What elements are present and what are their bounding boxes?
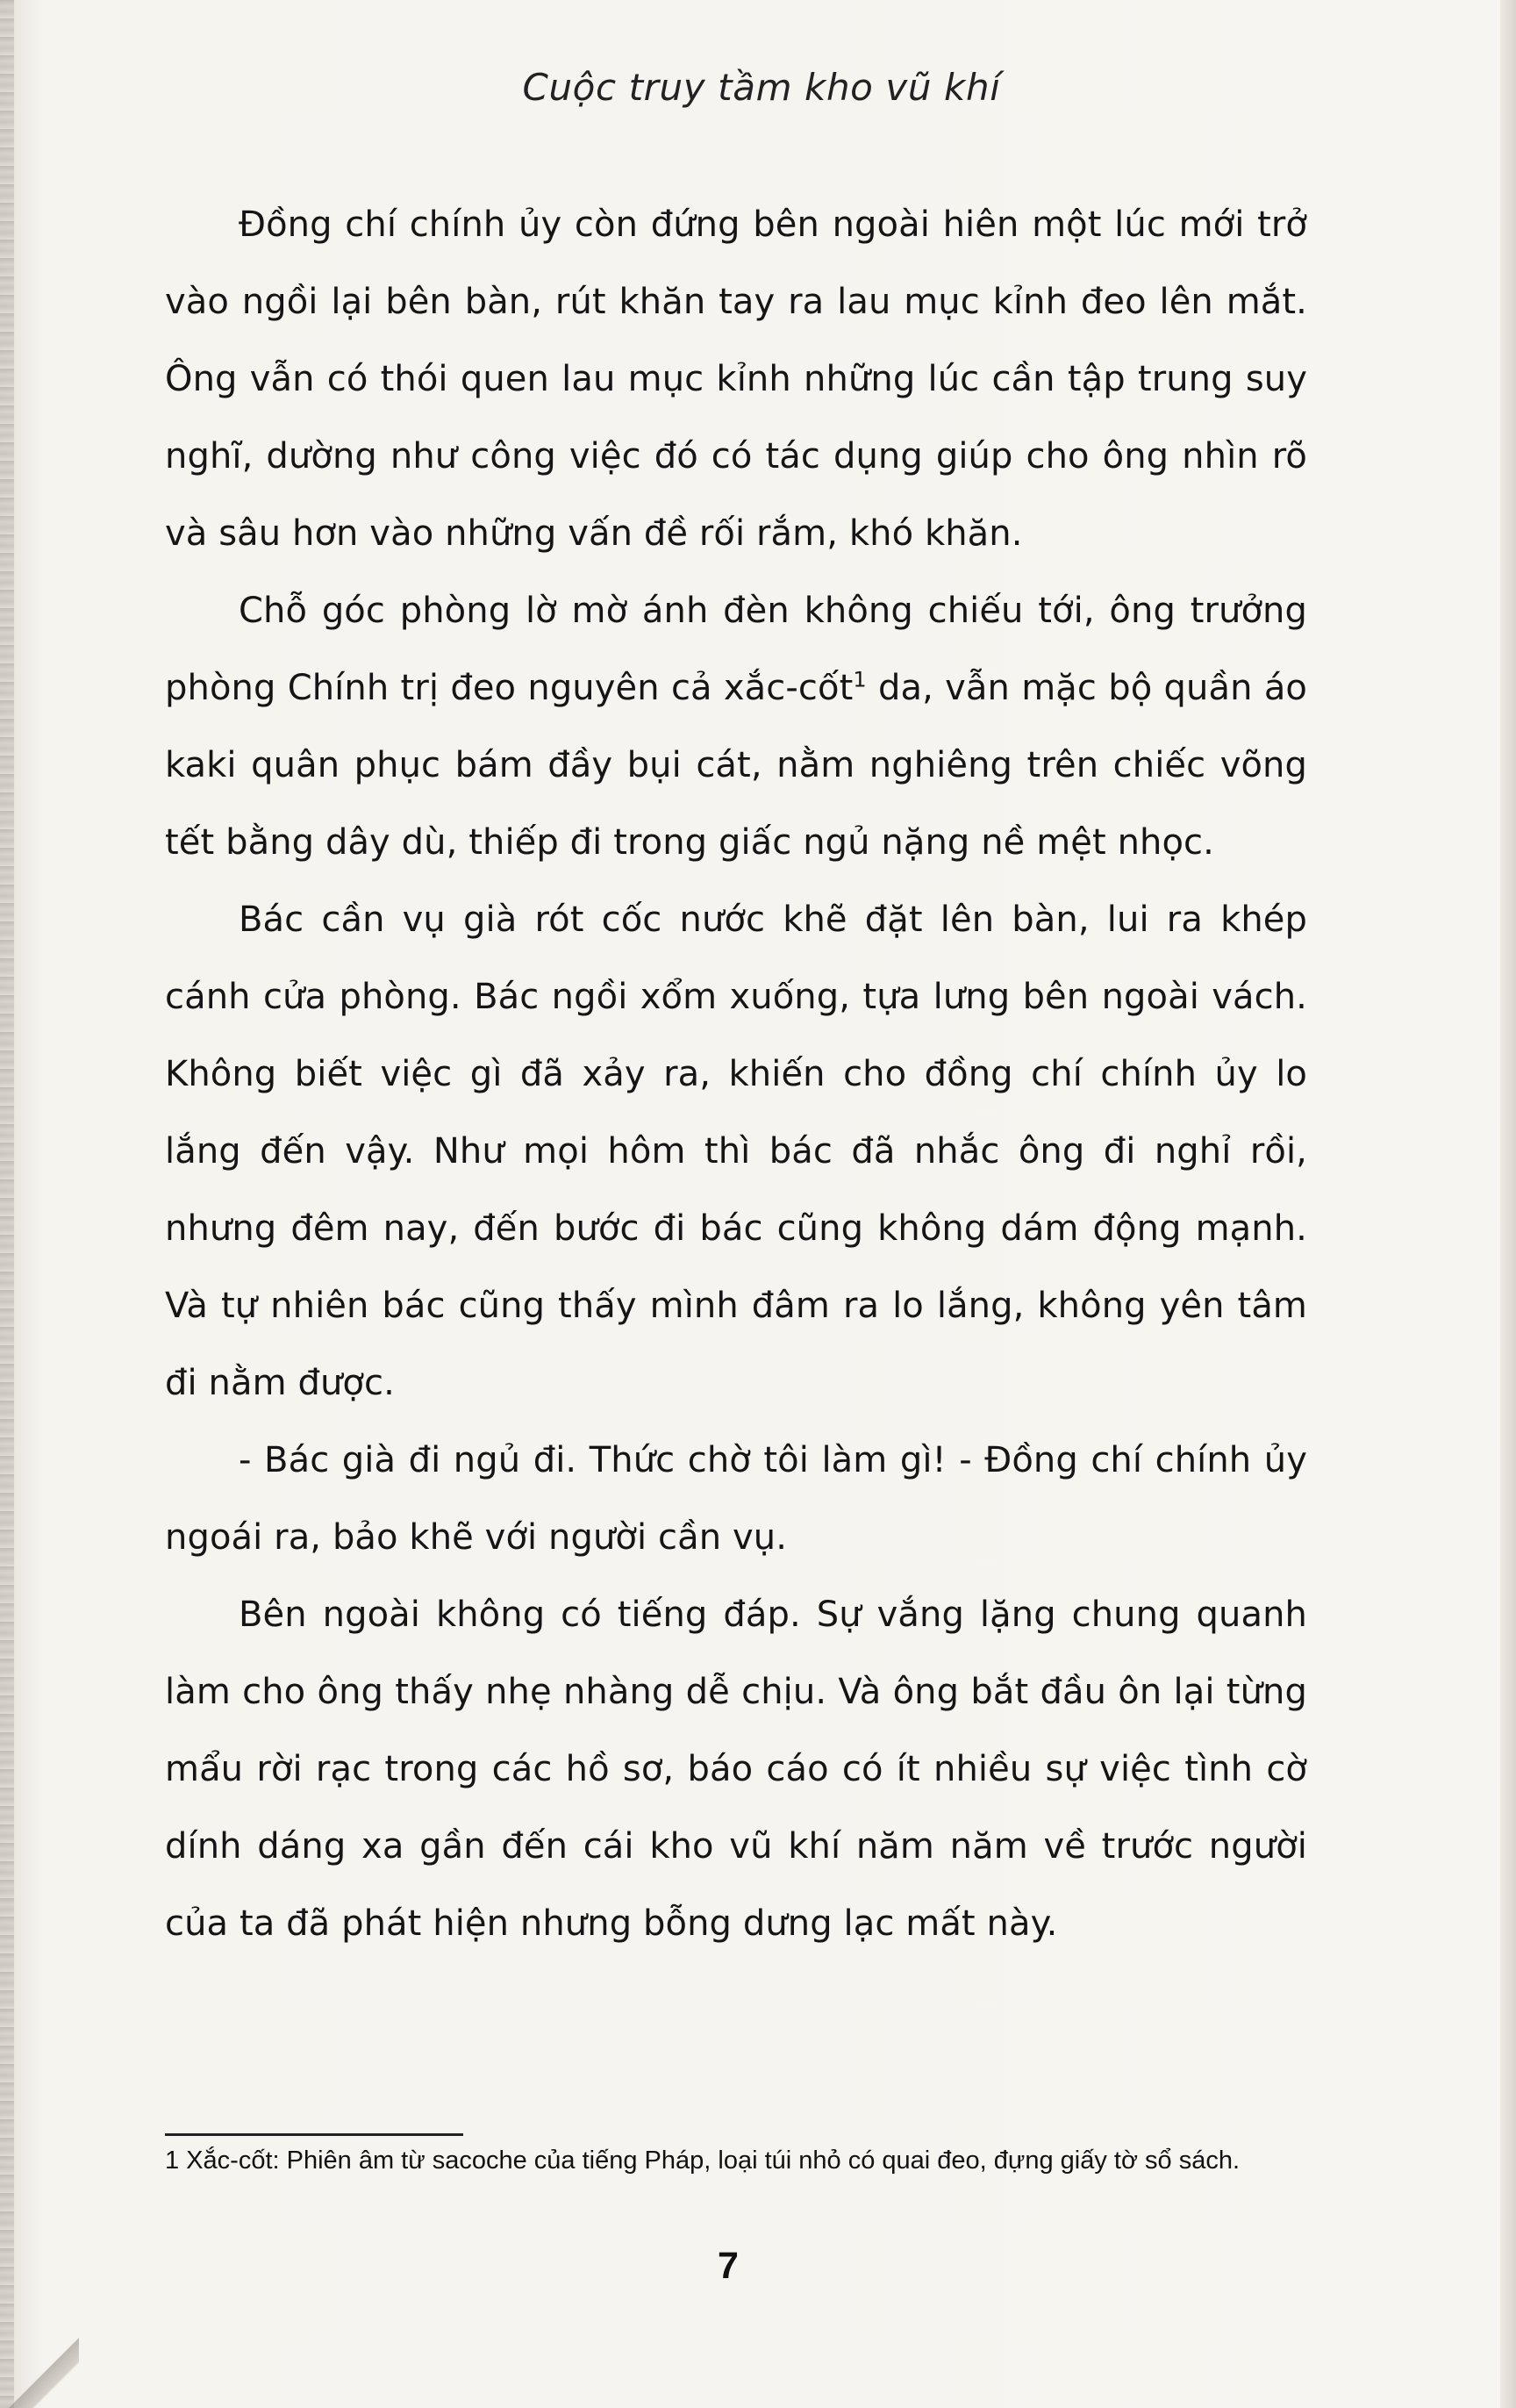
- paragraph-2-text-after-footnote: da, vẫn mặc bộ quần áo kaki quân phục bám đầy bụi cát, nằm nghiêng trên chiếc võng tết bằng dây dù, thiếp đi trong giấc ngủ nặng nề mệt nhọc.: [165, 668, 1307, 863]
- page-corner-shadow: [0, 2329, 79, 2408]
- footnote-rule: [165, 2133, 463, 2136]
- running-head: Cuộc truy tầm kho vũ khí: [522, 66, 1001, 109]
- paragraph-1: Đồng chí chính ủy còn đứng bên ngoài hiên một lúc mới trở vào ngồi lại bên bàn, rút khăn tay ra lau mục kỉnh đeo lên mắt. Ông vẫn có thói quen lau mục kỉnh những lúc cần tập trung suy nghĩ, dường như công việc đó có tác dụng giúp cho ông nhìn rõ và sâu hơn vào những vấn đề rối rắm, khó khăn.: [165, 204, 1307, 554]
- page-number: 7: [718, 2245, 739, 2287]
- paragraph-3: Bác cần vụ già rót cốc nước khẽ đặt lên bàn, lui ra khép cánh cửa phòng. Bác ngồi xổm xuống, tựa lưng bên ngoài vách. Không biết việc gì đã xảy ra, khiến cho đồng chí chính ủy lo lắng đến vậy. Như mọi hôm thì bác đã nhắc ông đi nghỉ rồi, nhưng đêm nay, đến bước đi bác cũng không dám động mạnh. Và tự nhiên bác cũng thấy mình đâm ra lo lắng, không yên tâm đi nằm được.: [165, 899, 1307, 1403]
- footnote: 1 Xắc-cốt: Phiên âm từ sacoche của tiếng Pháp, loại túi nhỏ có quai đeo, đựng giấy tờ sổ sách.: [165, 2146, 1241, 2175]
- footnote-reference-1: 1: [853, 667, 867, 692]
- page-right-edge: [1500, 0, 1516, 2408]
- paragraph-2-text-before-footnote: Chỗ góc phòng lờ mờ ánh đèn không chiếu tới, ông trưởng phòng Chính trị đeo nguyên cả xắc-cốt: [165, 591, 1307, 708]
- main-text: [165, 186, 1307, 1962]
- paragraph-4: - Bác già đi ngủ đi. Thức chờ tôi làm gì! - Đồng chí chính ủy ngoái ra, bảo khẽ với người cần vụ.: [165, 1440, 1307, 1558]
- paragraph-5: Bên ngoài không có tiếng đáp. Sự vắng lặng chung quanh làm cho ông thấy nhẹ nhàng dễ chịu. Và ông bắt đầu ôn lại từng mẩu rời rạc trong các hồ sơ, báo cáo có ít nhiều sự việc tình cờ dính dáng xa gần đến cái kho vũ khí năm năm về trước người của ta đã phát hiện nhưng bỗng dưng lạc mất này.: [165, 1595, 1307, 1944]
- paragraph-2: [165, 572, 1307, 881]
- page-left-edge: [0, 0, 14, 2408]
